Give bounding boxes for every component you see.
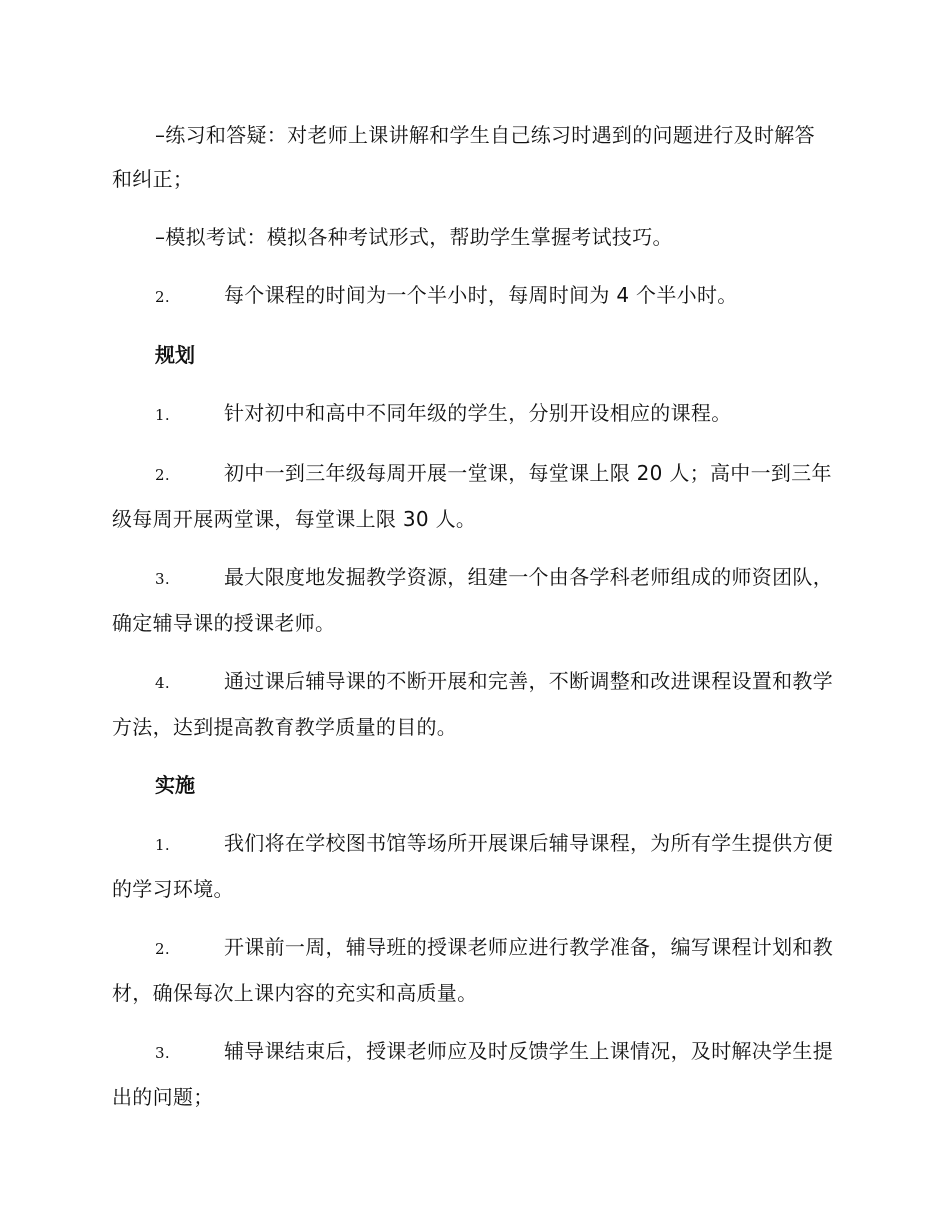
implementation-heading: 实施 [155, 773, 195, 797]
list-number: 4. [155, 674, 170, 692]
list-number: 1. [155, 836, 170, 854]
mock-exam-paragraph: –模拟考试：模拟各种考试形式，帮助学生掌握考试技巧。 [155, 225, 673, 249]
list-item-text: 针对初中和高中不同年级的学生，分别开设相应的课程。 [224, 401, 732, 425]
list-item-text: 通过课后辅导课的不断开展和完善，不断调整和改进课程设置和教学方法，达到提高教育教学质量的目的。 [112, 669, 833, 739]
list-item-text: 开课前一周，辅导班的授课老师应进行教学准备，编写课程计划和教材，确保每次上课内容的充实和高质量。 [112, 935, 833, 1005]
planning-item-3 [112, 555, 834, 645]
course-time-item [112, 273, 834, 319]
document-page [112, 113, 834, 1133]
list-number: 1. [155, 406, 170, 424]
implementation-item-2 [112, 925, 834, 1015]
list-number: 2. [155, 288, 170, 306]
list-item-text: 最大限度地发掘教学资源，组建一个由各学科老师组成的师资团队，确定辅导课的授课老师。 [112, 565, 833, 635]
list-item-text: 辅导课结束后，授课老师应及时反馈学生上课情况，及时解决学生提出的问题； [112, 1039, 833, 1109]
planning-item-2 [112, 451, 834, 541]
implementation-item-3 [112, 1029, 834, 1119]
list-number: 2. [155, 940, 170, 958]
list-item-text: 每个课程的时间为一个半小时，每周时间为 4 个半小时。 [224, 283, 738, 307]
list-number: 2. [155, 466, 170, 484]
planning-heading: 规划 [155, 343, 195, 367]
list-number: 3. [155, 1044, 170, 1062]
practice-qa-paragraph: –练习和答疑：对老师上课讲解和学生自己练习时遇到的问题进行及时解答和纠正； [112, 123, 815, 191]
planning-item-1 [112, 391, 834, 437]
planning-item-4 [112, 659, 834, 749]
list-item-text: 我们将在学校图书馆等场所开展课后辅导课程，为所有学生提供方便的学习环境。 [112, 831, 833, 901]
list-number: 3. [155, 570, 170, 588]
list-item-text: 初中一到三年级每周开展一堂课，每堂课上限 20 人；高中一到三年级每周开展两堂课，每堂课上限 30 人。 [112, 461, 832, 531]
implementation-item-1 [112, 821, 834, 911]
